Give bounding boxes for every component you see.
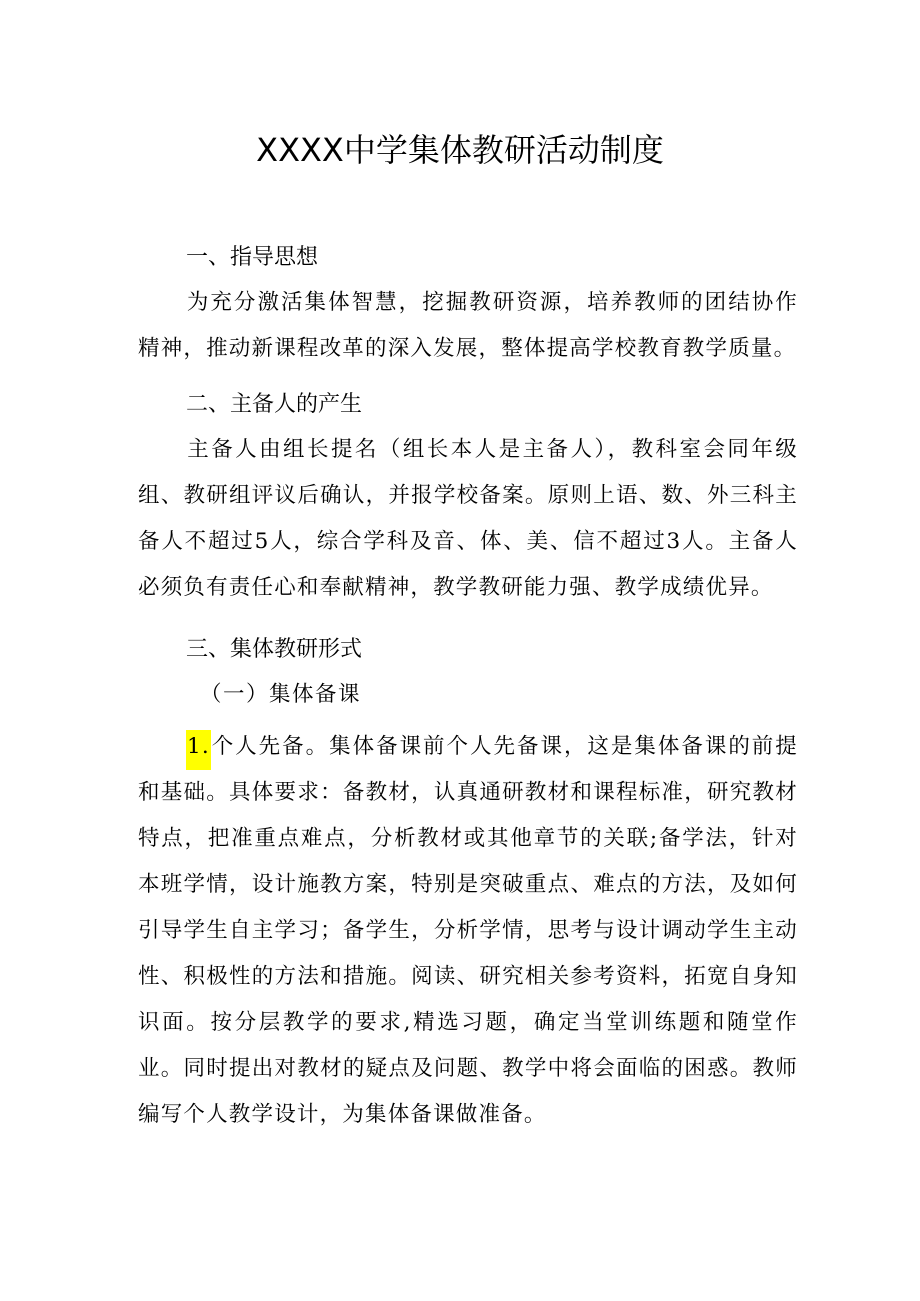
section-heading-research-forms: 三、集体教研形式 — [186, 637, 363, 662]
paragraph-text: 主备人由组长提名（组长本人是主备人），教科室会同年级组、教研组评议后确认，并报学校备案。原则上语、数、外三科主备人不超过5人，综合学科及音、体、美、信不超过3人。主备人必须负有责任心和奉献精神，教学教研能力强、教学成绩优异。 — [138, 437, 798, 600]
section-heading-guiding-thought: 一、指导思想 — [186, 245, 319, 270]
paragraph-text: 个人先备。集体备课前个人先备课，这是集体备课的前提和基础。具体要求：备教材，认真通研教材和课程标准，研究教材特点，把准重点难点，分析教材或其他章节的关联;备学法，针对本班学情，设计施教方案，特别是突破重点、难点的方法，及如何引导学生自主学习；备学生，分析学情，思考与设计调动学生主动性、积极性的方法和措施。阅读、研究相关参考资料，拓宽自身知识面。按分层教学的要求,精选习题，确定当堂训练题和随堂作业。同时提出对教材的疑点及问题、教学中将会面临的困惑。教师编写个人教学设计，为集体备课做准备。 — [138, 734, 798, 1127]
section-body-lead-preparer — [138, 427, 798, 611]
subheading-collective-lesson-prep: （一）集体备课 — [200, 682, 362, 707]
section-heading-lead-preparer: 二、主备人的产生 — [186, 392, 363, 417]
paragraph-text: 为充分激活集体智慧，挖掘教研资源，培养教师的团结协作精神，推动新课程改革的深入发展，整体提高学校教育教学质量。 — [138, 290, 798, 361]
document-title: XXXX中学集体教研活动制度 — [256, 131, 664, 169]
section-body-guiding-thought — [138, 280, 798, 372]
highlighted-item-number: 1. — [186, 730, 211, 770]
list-item-individual-prep — [138, 724, 798, 1138]
